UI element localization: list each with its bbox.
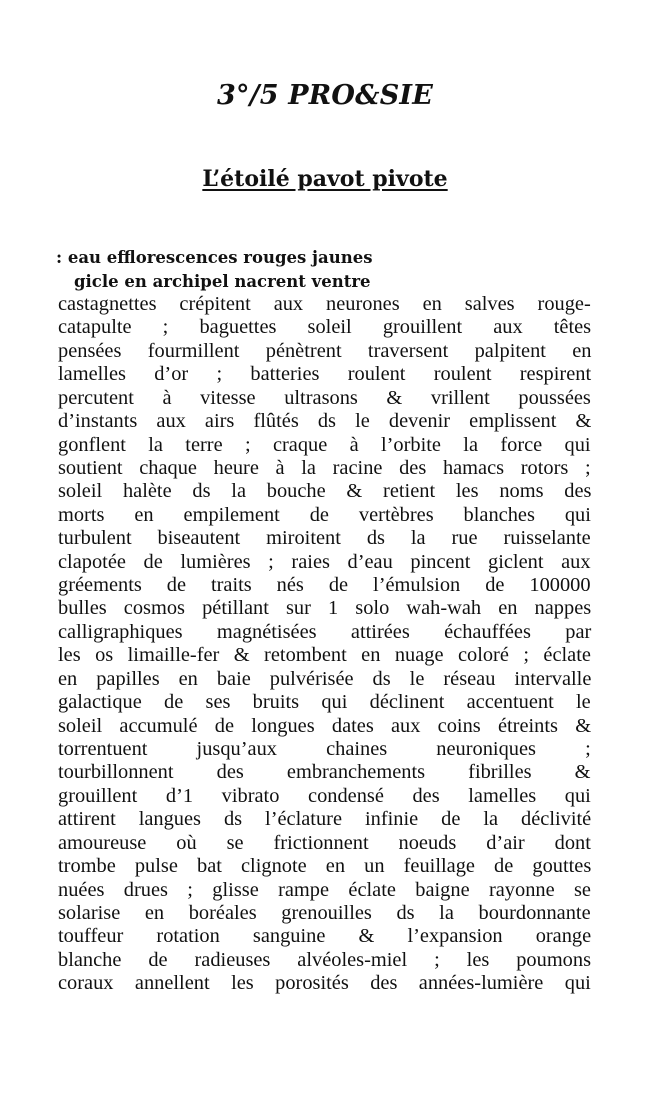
body-line: bulles cosmos pétillant sur 1 solo wah-wah en nappes bbox=[58, 597, 592, 620]
body-line: gréements de traits nés de l’émulsion de 100000 bbox=[58, 574, 591, 597]
body-line: tourbillonnent des embranchements fibrilles & bbox=[58, 761, 591, 784]
body-line: les os limaille-fer & retombent en nuage coloré ; éclate bbox=[58, 644, 591, 667]
body-line: soutient chaque heure à la racine des hamacs rotors ; bbox=[58, 456, 591, 479]
body-line: soleil accumulé de longues dates aux coins étreints & bbox=[58, 714, 592, 737]
body-line: catapulte ; baguettes soleil grouillent aux têtes bbox=[58, 316, 592, 339]
body-line: clapotée de lumières ; raies d’eau pincent giclent aux bbox=[58, 550, 591, 573]
intro-line: : eau efflorescences rouges jaunes bbox=[56, 248, 373, 267]
body-line: trombe pulse bat clignote en un feuillage de gouttes bbox=[58, 855, 592, 878]
body-line: coraux annellent les porosités des années-lumière qui bbox=[58, 972, 591, 995]
body-line: solarise en boréales grenouilles ds la bourdonnante bbox=[58, 901, 591, 924]
poem-body bbox=[58, 293, 591, 996]
body-line: blanche de radieuses alvéoles-miel ; les poumons bbox=[58, 948, 592, 971]
poem-title: L’étoilé pavot pivote bbox=[202, 166, 448, 192]
intro-line: gicle en archipel nacrent ventre bbox=[74, 271, 371, 291]
body-line: soleil halète ds la bouche & retient les noms des bbox=[58, 480, 592, 503]
body-line: percutent à vitesse ultrasons & vrillent poussées bbox=[58, 386, 591, 409]
body-line: gonflent la terre ; craque à l’orbite la force qui bbox=[58, 433, 591, 456]
section-title: 3°/5 PRO&SIE bbox=[216, 80, 434, 111]
body-line: pensées fourmillent pénètrent traversent palpitent en bbox=[58, 339, 592, 362]
poem-intro bbox=[56, 246, 596, 293]
body-line: grouillent d’1 vibrato condensé des lamelles qui bbox=[58, 784, 591, 807]
body-line: morts en empilement de vertèbres blanches qui bbox=[58, 503, 591, 526]
body-line: touffeur rotation sanguine & l’expansion orange bbox=[58, 925, 592, 948]
body-line: calligraphiques magnétisées attirées échauffées par bbox=[58, 620, 592, 643]
body-line: amoureuse où se frictionnent noeuds d’air dont bbox=[58, 831, 591, 854]
body-line: lamelles d’or ; batteries roulent roulent respirent bbox=[58, 363, 592, 386]
body-line: torrentuent jusqu’aux chaines neuroniques ; bbox=[58, 738, 591, 761]
body-line: attirent langues ds l’éclature infinie de la déclivité bbox=[58, 808, 592, 831]
body-line: nuées drues ; glisse rampe éclate baigne rayonne se bbox=[58, 878, 591, 901]
body-line: d’instants aux airs flûtés ds le devenir emplissent & bbox=[58, 410, 592, 433]
body-line: turbulent biseautent miroitent ds la rue ruisselante bbox=[58, 527, 591, 550]
body-line: galactique de ses bruits qui déclinent accentuent le bbox=[58, 691, 591, 714]
body-line: en papilles en baie pulvérisée ds le réseau intervalle bbox=[58, 667, 592, 690]
body-line: castagnettes crépitent aux neurones en salves rouge- bbox=[58, 293, 591, 315]
